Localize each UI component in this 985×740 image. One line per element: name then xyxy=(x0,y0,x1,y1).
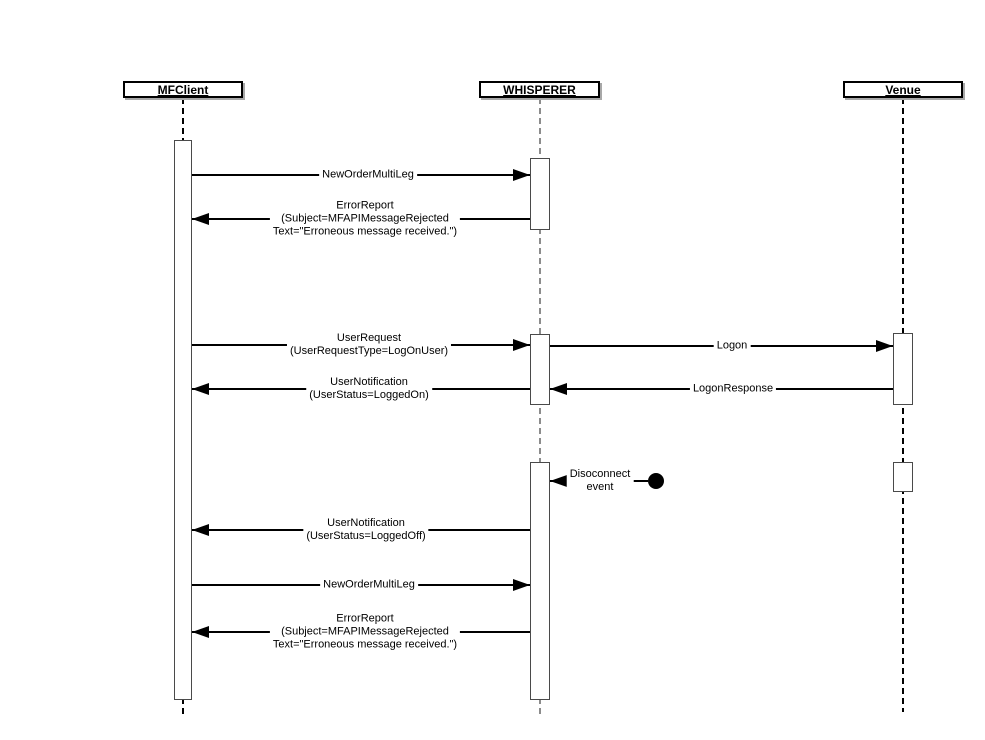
mfclient-activation xyxy=(174,140,192,700)
msg-newordermultileg-2-label-line-1: NewOrderMultiLeg xyxy=(323,578,415,591)
msg-errorreport-1-label-line-1: ErrorReport xyxy=(336,199,394,212)
lifeline-venue xyxy=(902,98,904,712)
msg-usernotification-loggedoff-arrowhead-icon xyxy=(192,524,209,536)
msg-logon-label xyxy=(714,340,751,353)
msg-usernotification-loggedon-label-line-1: UserNotification xyxy=(330,376,408,388)
msg-usernotification-loggedoff-label-line-1: UserNotification xyxy=(327,517,405,529)
msg-userrequest-logonuser-arrowhead-icon xyxy=(513,339,530,351)
msg-newordermultileg-1-label-line-1: NewOrderMultiLeg xyxy=(322,168,414,181)
participant-label-whisperer: WHISPERER xyxy=(503,82,576,97)
msg-errorreport-1-arrowhead-icon xyxy=(192,213,209,225)
msg-logon-label-line-1: Logon xyxy=(716,339,748,352)
msg-disconnect-event-label xyxy=(567,468,634,494)
venue-activation-1 xyxy=(893,333,913,405)
msg-usernotification-loggedon-label-line-2: (UserStatus=LoggedOn) xyxy=(309,389,429,401)
msg-errorreport-1-label-line-3: Text="Erroneous message received.") xyxy=(272,225,458,238)
msg-errorreport-2-label-line-2: (Subject=MFAPIMessageRejected xyxy=(281,625,449,638)
msg-usernotification-loggedoff-label xyxy=(303,517,428,543)
msg-logonresponse-label xyxy=(690,383,776,396)
whisperer-activation-3 xyxy=(530,462,550,700)
msg-disconnect-event-label-line-1: Disoconnect xyxy=(569,468,631,480)
whisperer-activation-2 xyxy=(530,334,550,405)
msg-errorreport-1-label xyxy=(270,200,460,239)
msg-disconnect-event-arrowhead-icon xyxy=(550,475,567,487)
participant-box-mfclient xyxy=(123,81,243,98)
msg-newordermultileg-2-arrowhead-icon xyxy=(513,579,530,591)
msg-newordermultileg-1-label xyxy=(319,169,417,182)
msg-logonresponse-label-line-1: LogonResponse xyxy=(692,382,774,395)
msg-userrequest-logonuser-label xyxy=(287,332,451,358)
msg-errorreport-1-label-line-2: (Subject=MFAPIMessageRejected xyxy=(281,212,449,225)
msg-newordermultileg-2-label xyxy=(320,579,418,592)
msg-usernotification-loggedoff-label-line-2: (UserStatus=LoggedOff) xyxy=(306,530,426,542)
participant-box-whisperer xyxy=(479,81,600,98)
venue-activation-2 xyxy=(893,462,913,492)
msg-errorreport-2-label-line-1: ErrorReport xyxy=(336,612,394,625)
msg-errorreport-2-arrowhead-icon xyxy=(192,626,209,638)
msg-newordermultileg-1-arrowhead-icon xyxy=(513,169,530,181)
participant-box-venue xyxy=(843,81,963,98)
participant-label-venue: Venue xyxy=(885,82,921,97)
msg-errorreport-2-label xyxy=(270,613,460,652)
msg-userrequest-logonuser-label-line-1: UserRequest xyxy=(336,332,402,344)
msg-logonresponse-arrowhead-icon xyxy=(550,383,567,395)
msg-usernotification-loggedon-arrowhead-icon xyxy=(192,383,209,395)
msg-usernotification-loggedon-label xyxy=(306,376,432,402)
msg-disconnect-event-found-circle-icon xyxy=(648,473,664,489)
msg-userrequest-logonuser-label-line-2: (UserRequestType=LogOnUser) xyxy=(289,345,449,357)
msg-logon-arrowhead-icon xyxy=(876,340,893,352)
participant-label-mfclient: MFClient xyxy=(157,82,209,97)
whisperer-activation-1 xyxy=(530,158,550,230)
msg-disconnect-event-label-line-2: event xyxy=(586,481,614,493)
msg-errorreport-2-label-line-3: Text="Erroneous message received.") xyxy=(272,638,458,651)
